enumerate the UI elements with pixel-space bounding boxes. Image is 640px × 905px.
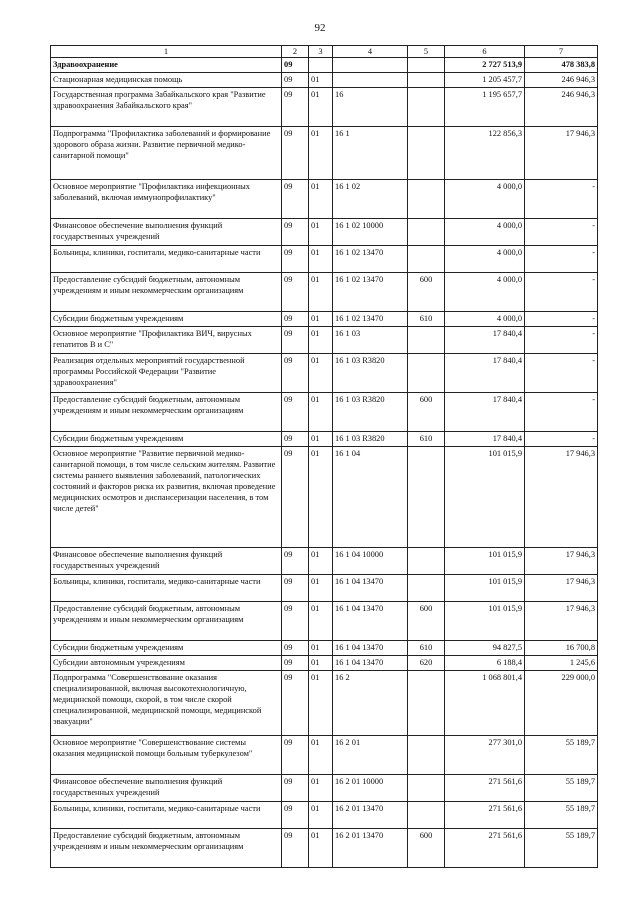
- row-subsection: 01: [309, 602, 333, 641]
- row-subsection: 01: [309, 180, 333, 219]
- table-row: [51, 575, 598, 602]
- row-value-2017: 17 840,4: [445, 432, 525, 447]
- row-subsection: 01: [309, 775, 333, 802]
- row-value-federal: 17 946,3: [525, 447, 598, 548]
- row-value-federal: 246 946,3: [525, 73, 598, 88]
- row-value-2017: 17 840,4: [445, 354, 525, 393]
- row-subsection: 01: [309, 575, 333, 602]
- row-expense-type: [408, 447, 445, 548]
- table-row: [51, 641, 598, 656]
- row-subsection: 01: [309, 88, 333, 127]
- row-article: 16 1 03 R3820: [333, 354, 408, 393]
- row-article: 16 1 03 R3820: [333, 432, 408, 447]
- row-value-federal: 55 189,7: [525, 775, 598, 802]
- table-row: [51, 88, 598, 127]
- row-section: 09: [282, 58, 309, 73]
- budget-table: [50, 45, 598, 868]
- row-value-federal: 478 383,8: [525, 58, 598, 73]
- row-name: Финансовое обеспечение выполнения функций государственных учреждений: [51, 548, 282, 575]
- row-value-2017: 2 727 513,9: [445, 58, 525, 73]
- table-row: [51, 393, 598, 432]
- row-section: 09: [282, 73, 309, 88]
- row-section: 09: [282, 736, 309, 775]
- row-value-2017: 94 827,5: [445, 641, 525, 656]
- row-name: Больницы, клиники, госпитали, медико-санитарные части: [51, 575, 282, 602]
- row-section: 09: [282, 432, 309, 447]
- row-article: [333, 73, 408, 88]
- column-number: 5: [408, 46, 445, 58]
- table-row: [51, 736, 598, 775]
- row-section: 09: [282, 393, 309, 432]
- row-value-federal: -: [525, 273, 598, 312]
- row-name: Стационарная медицинская помощь: [51, 73, 282, 88]
- row-article: 16 1 02: [333, 180, 408, 219]
- row-article: 16 2 01 10000: [333, 775, 408, 802]
- row-name: Предоставление субсидий бюджетным, автономным учреждениям и иным некоммерческим организациям: [51, 393, 282, 432]
- row-value-2017: 4 000,0: [445, 180, 525, 219]
- row-name: Здравоохранение: [51, 58, 282, 73]
- row-expense-type: 610: [408, 641, 445, 656]
- row-value-federal: 17 946,3: [525, 548, 598, 575]
- row-value-2017: 6 188,4: [445, 656, 525, 671]
- row-subsection: 01: [309, 127, 333, 180]
- row-article: 16 1 03: [333, 327, 408, 354]
- row-subsection: 01: [309, 671, 333, 736]
- row-value-federal: 55 189,7: [525, 802, 598, 829]
- table-row: [51, 58, 598, 73]
- row-value-2017: 4 000,0: [445, 219, 525, 246]
- row-expense-type: [408, 736, 445, 775]
- row-section: 09: [282, 354, 309, 393]
- row-subsection: 01: [309, 447, 333, 548]
- page-number: 92: [314, 22, 326, 34]
- row-value-2017: 122 856,3: [445, 127, 525, 180]
- row-section: 09: [282, 775, 309, 802]
- row-value-2017: 4 000,0: [445, 273, 525, 312]
- row-section: 09: [282, 127, 309, 180]
- row-article: 16 1 02 13470: [333, 312, 408, 327]
- column-number: 7: [525, 46, 598, 58]
- table-row: [51, 127, 598, 180]
- row-value-federal: 1 245,6: [525, 656, 598, 671]
- row-name: Государственная программа Забайкальского края "Развитие здравоохранения Забайкальского края": [51, 88, 282, 127]
- row-section: 09: [282, 575, 309, 602]
- row-subsection: 01: [309, 354, 333, 393]
- row-name: Больницы, клиники, госпитали, медико-санитарные части: [51, 246, 282, 273]
- column-number: 6: [445, 46, 525, 58]
- table-row: [51, 432, 598, 447]
- row-name: Субсидии бюджетным учреждениям: [51, 641, 282, 656]
- row-subsection: 01: [309, 327, 333, 354]
- row-section: 09: [282, 273, 309, 312]
- row-expense-type: 610: [408, 312, 445, 327]
- row-expense-type: [408, 354, 445, 393]
- table-row: [51, 327, 598, 354]
- row-article: 16 1 02 10000: [333, 219, 408, 246]
- row-value-federal: -: [525, 219, 598, 246]
- row-value-2017: 4 000,0: [445, 312, 525, 327]
- row-expense-type: 620: [408, 656, 445, 671]
- row-expense-type: [408, 246, 445, 273]
- row-article: 16 1 04 13470: [333, 641, 408, 656]
- table-row: [51, 354, 598, 393]
- table-row: [51, 671, 598, 736]
- row-name: Реализация отдельных мероприятий государственной программы Российской Федерации "Развитие здравоохранения": [51, 354, 282, 393]
- row-section: 09: [282, 219, 309, 246]
- table-row: [51, 273, 598, 312]
- row-expense-type: [408, 775, 445, 802]
- row-value-2017: 101 015,9: [445, 575, 525, 602]
- row-article: 16 1 04 13470: [333, 656, 408, 671]
- row-value-2017: 101 015,9: [445, 602, 525, 641]
- row-article: 16 1 04: [333, 447, 408, 548]
- row-name: Субсидии бюджетным учреждениям: [51, 312, 282, 327]
- row-section: 09: [282, 802, 309, 829]
- row-section: 09: [282, 548, 309, 575]
- row-expense-type: [408, 180, 445, 219]
- row-article: 16 2: [333, 671, 408, 736]
- row-section: 09: [282, 447, 309, 548]
- row-name: Финансовое обеспечение выполнения функций государственных учреждений: [51, 219, 282, 246]
- row-value-2017: 277 301,0: [445, 736, 525, 775]
- row-expense-type: 600: [408, 273, 445, 312]
- row-value-2017: 1 195 657,7: [445, 88, 525, 127]
- row-value-federal: -: [525, 432, 598, 447]
- row-article: 16 1 03 R3820: [333, 393, 408, 432]
- row-subsection: 01: [309, 73, 333, 88]
- row-value-2017: 271 561,6: [445, 775, 525, 802]
- row-expense-type: [408, 802, 445, 829]
- table-row: [51, 312, 598, 327]
- table-row: [51, 656, 598, 671]
- row-section: 09: [282, 246, 309, 273]
- row-article: 16 1 04 10000: [333, 548, 408, 575]
- row-expense-type: [408, 88, 445, 127]
- row-subsection: 01: [309, 641, 333, 656]
- row-value-federal: 16 700,8: [525, 641, 598, 656]
- row-value-2017: 17 840,4: [445, 393, 525, 432]
- row-value-2017: 101 015,9: [445, 447, 525, 548]
- row-subsection: 01: [309, 656, 333, 671]
- row-section: 09: [282, 656, 309, 671]
- row-subsection: 01: [309, 548, 333, 575]
- row-name: Предоставление субсидий бюджетным, автономным учреждениям и иным некоммерческим организациям: [51, 829, 282, 868]
- row-value-federal: 55 189,7: [525, 829, 598, 868]
- row-subsection: 01: [309, 393, 333, 432]
- row-article: [333, 58, 408, 73]
- row-name: Субсидии бюджетным учреждениям: [51, 432, 282, 447]
- table-row: [51, 73, 598, 88]
- row-expense-type: 600: [408, 829, 445, 868]
- row-article: 16: [333, 88, 408, 127]
- column-number: 1: [51, 46, 282, 58]
- row-section: 09: [282, 312, 309, 327]
- row-expense-type: 600: [408, 393, 445, 432]
- row-value-federal: 55 189,7: [525, 736, 598, 775]
- column-number-row: [51, 46, 598, 58]
- row-name: Субсидии автономным учреждениям: [51, 656, 282, 671]
- row-value-federal: -: [525, 354, 598, 393]
- row-value-federal: -: [525, 312, 598, 327]
- row-value-2017: 101 015,9: [445, 548, 525, 575]
- row-expense-type: [408, 73, 445, 88]
- row-article: 16 2 01: [333, 736, 408, 775]
- row-section: 09: [282, 671, 309, 736]
- row-expense-type: 600: [408, 602, 445, 641]
- table-body: [51, 46, 598, 868]
- row-expense-type: [408, 127, 445, 180]
- table-row: [51, 447, 598, 548]
- row-section: 09: [282, 88, 309, 127]
- row-section: 09: [282, 327, 309, 354]
- column-number: 3: [309, 46, 333, 58]
- row-name: Подпрограмма "Совершенствование оказания специализированной, включая высокотехнологичную, медицинской помощи, скорой, в том числе скорой специализированной, медицинской помощи, медицинской эвакуации": [51, 671, 282, 736]
- row-value-2017: 271 561,6: [445, 829, 525, 868]
- row-name: Основное мероприятие "Совершенствование системы оказания медицинской помощи больным туберкулезом": [51, 736, 282, 775]
- row-subsection: 01: [309, 802, 333, 829]
- row-subsection: 01: [309, 312, 333, 327]
- row-expense-type: [408, 219, 445, 246]
- row-section: 09: [282, 641, 309, 656]
- row-article: 16 1 04 13470: [333, 575, 408, 602]
- row-article: 16 2 01 13470: [333, 829, 408, 868]
- table-row: [51, 775, 598, 802]
- row-name: Основное мероприятие "Развитие первичной медико-санитарной помощи, в том числе сельским жителям. Развитие системы раннего выявления заболеваний, патологических состояний и факторов риска их развития, включая проведение медицинских осмотров и диспансеризации населения, в том числе детей": [51, 447, 282, 548]
- row-section: 09: [282, 602, 309, 641]
- row-name: Основное мероприятие "Профилактика инфекционных заболеваний, включая иммунопрофилактику": [51, 180, 282, 219]
- table-row: [51, 602, 598, 641]
- row-expense-type: [408, 671, 445, 736]
- row-article: 16 1: [333, 127, 408, 180]
- row-article: 16 1 02 13470: [333, 273, 408, 312]
- row-name: Больницы, клиники, госпитали, медико-санитарные части: [51, 802, 282, 829]
- row-subsection: 01: [309, 736, 333, 775]
- row-subsection: 01: [309, 246, 333, 273]
- row-value-federal: -: [525, 246, 598, 273]
- row-subsection: 01: [309, 273, 333, 312]
- row-value-federal: 17 946,3: [525, 602, 598, 641]
- row-value-federal: 229 000,0: [525, 671, 598, 736]
- column-number: 2: [282, 46, 309, 58]
- row-value-2017: 271 561,6: [445, 802, 525, 829]
- row-name: Основное мероприятие "Профилактика ВИЧ, вирусных гепатитов В и С": [51, 327, 282, 354]
- row-value-federal: 246 946,3: [525, 88, 598, 127]
- row-value-federal: -: [525, 327, 598, 354]
- row-subsection: 01: [309, 219, 333, 246]
- column-number: 4: [333, 46, 408, 58]
- row-value-federal: 17 946,3: [525, 127, 598, 180]
- row-expense-type: [408, 575, 445, 602]
- row-value-federal: -: [525, 180, 598, 219]
- row-value-federal: -: [525, 393, 598, 432]
- table-row: [51, 246, 598, 273]
- row-article: 16 1 02 13470: [333, 246, 408, 273]
- row-subsection: [309, 58, 333, 73]
- row-value-2017: 1 068 801,4: [445, 671, 525, 736]
- row-expense-type: [408, 548, 445, 575]
- table-row: [51, 829, 598, 868]
- row-name: Предоставление субсидий бюджетным, автономным учреждениям и иным некоммерческим организациям: [51, 273, 282, 312]
- row-article: 16 1 04 13470: [333, 602, 408, 641]
- row-section: 09: [282, 829, 309, 868]
- row-name: Предоставление субсидий бюджетным, автономным учреждениям и иным некоммерческим организациям: [51, 602, 282, 641]
- table-row: [51, 802, 598, 829]
- table-row: [51, 219, 598, 246]
- table-row: [51, 180, 598, 219]
- row-subsection: 01: [309, 432, 333, 447]
- table-row: [51, 548, 598, 575]
- row-expense-type: [408, 327, 445, 354]
- row-name: Финансовое обеспечение выполнения функций государственных учреждений: [51, 775, 282, 802]
- row-article: 16 2 01 13470: [333, 802, 408, 829]
- row-expense-type: [408, 58, 445, 73]
- row-section: 09: [282, 180, 309, 219]
- row-value-federal: 17 946,3: [525, 575, 598, 602]
- row-value-2017: 4 000,0: [445, 246, 525, 273]
- row-value-2017: 1 205 457,7: [445, 73, 525, 88]
- row-expense-type: 610: [408, 432, 445, 447]
- row-subsection: 01: [309, 829, 333, 868]
- row-name: Подпрограмма "Профилактика заболеваний и формирование здорового образа жизни. Развитие первичной медико-санитарной помощи": [51, 127, 282, 180]
- row-value-2017: 17 840,4: [445, 327, 525, 354]
